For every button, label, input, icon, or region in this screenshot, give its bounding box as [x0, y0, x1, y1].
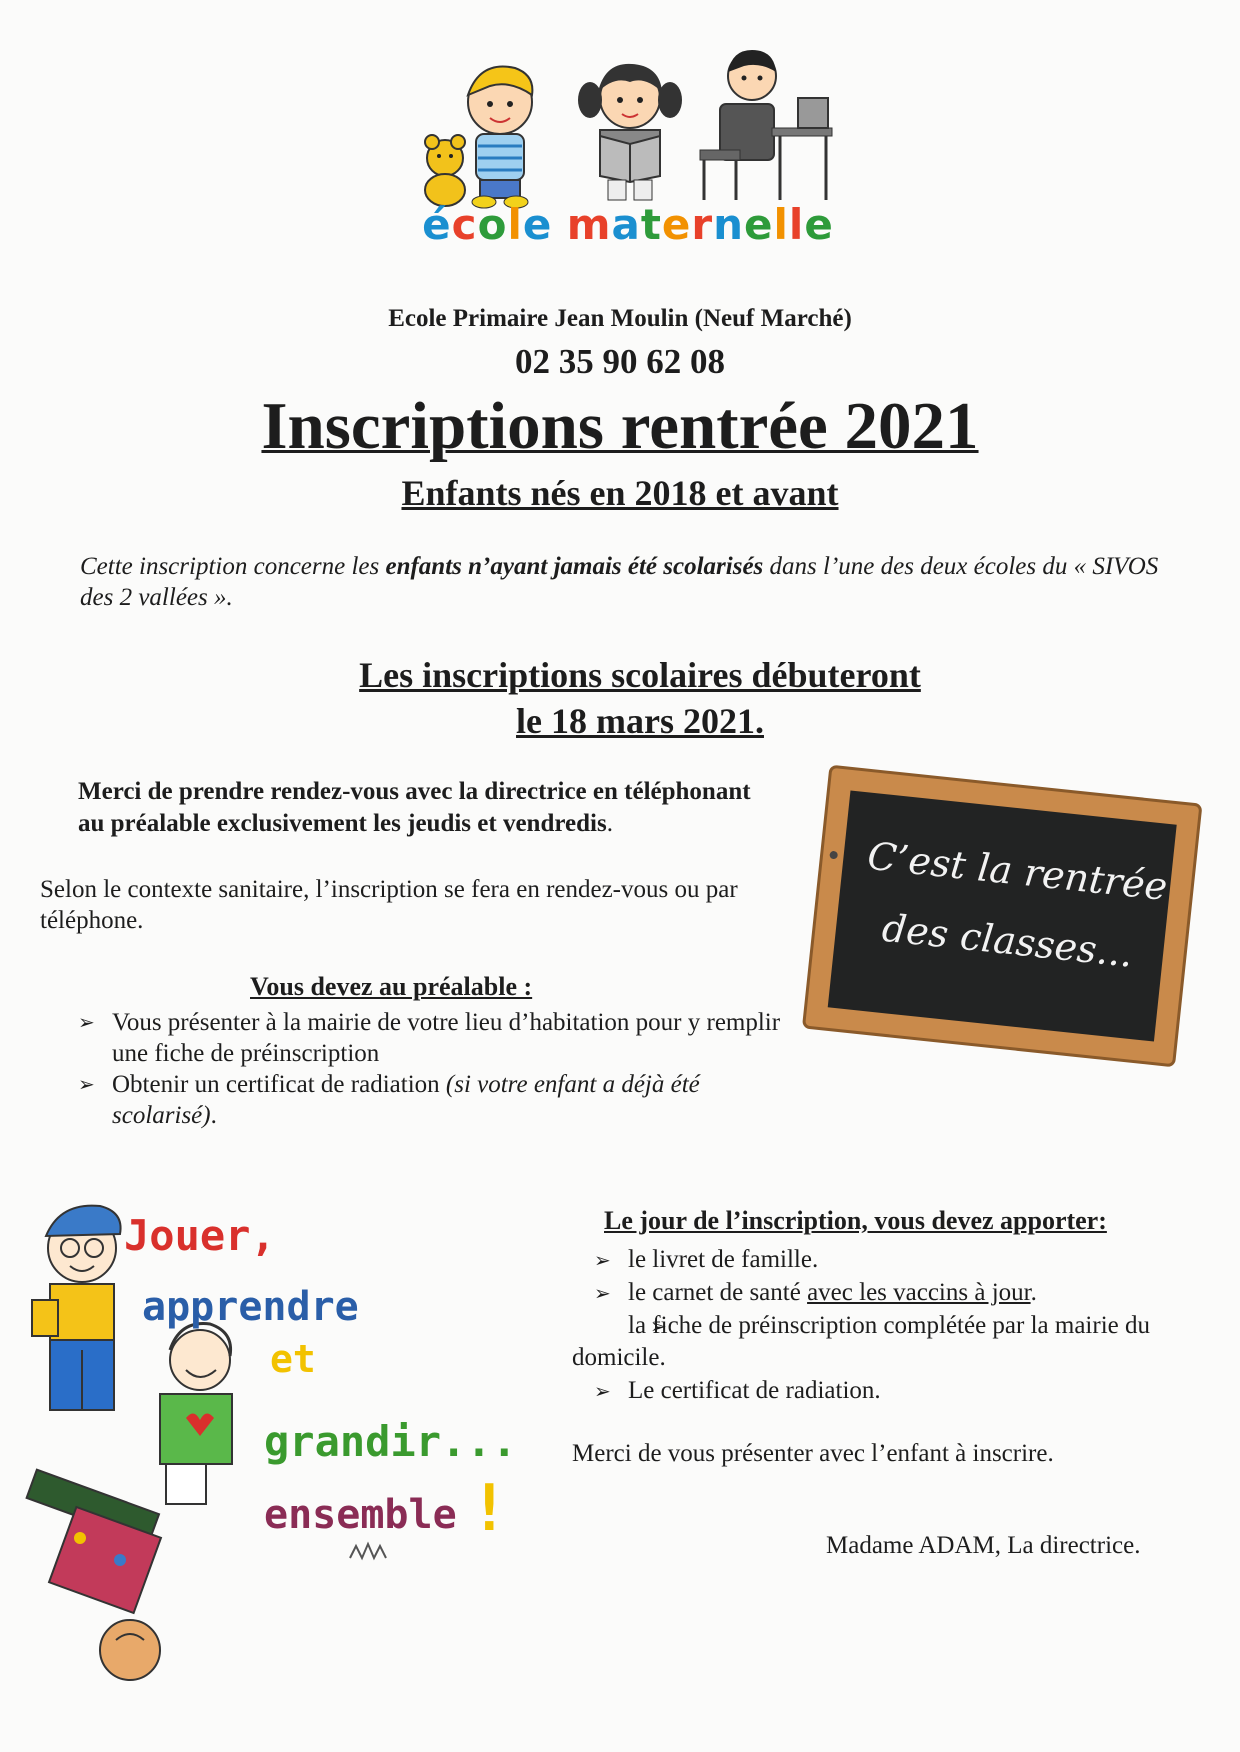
school-name: Ecole Primaire Jean Moulin (Neuf Marché) [388, 305, 852, 332]
prerequisites-title: Vous devez au préalable : [250, 972, 533, 1001]
upside-down-kid-icon [27, 1470, 161, 1680]
bring-list [572, 1244, 1212, 1408]
closing-thanks: Merci de vous présenter avec l’enfant à inscrire. [572, 1440, 1054, 1467]
playful-kids-illustration [20, 1190, 560, 1710]
phone-number: 02 35 90 62 08 [515, 342, 725, 381]
fun-word-jouer: Jouer, [124, 1211, 276, 1260]
girl-reading-icon [578, 64, 682, 200]
main-title: Inscriptions rentrée 2021 [261, 389, 979, 463]
logo-text: école maternelle [422, 200, 834, 249]
chalk-line1: C’est la rentrée [865, 833, 1170, 909]
list-item: ➢ la fiche de préinscription complétée par la mairie du domicile. [572, 1310, 1212, 1374]
list-item: ➢ le carnet de santé avec les vaccins à jour. [572, 1277, 1212, 1309]
bring-title: Le jour de l’inscription, vous devez apporter: [604, 1206, 1107, 1235]
kid-with-cap-icon [32, 1206, 121, 1410]
fun-word-grandir: grandir... [264, 1417, 517, 1466]
list-item: ➢ Le certificat de radiation. [572, 1375, 1212, 1407]
chalk-line2: des classes... [880, 905, 1135, 976]
intro-bold: enfants n’ayant jamais été scolarisés [385, 553, 764, 580]
intro-paragraph: Cette inscription concerne les enfants n’ayant jamais été scolarisés dans l’une des deux écoles du « SIVOS des 2 vallées ». [80, 553, 1159, 611]
fun-word-apprendre: apprendre [142, 1284, 359, 1330]
kids-illustration [400, 40, 860, 210]
teddy-bear-icon [425, 135, 465, 206]
sanitary-text: Selon le contexte sanitaire, l’inscription se fera en rendez-vous ou par téléphone. [40, 876, 738, 934]
fun-word-et: et [270, 1337, 316, 1381]
list-item: ➢ Obtenir un certificat de radiation (si votre enfant a déjà été scolarisé). [78, 1069, 788, 1131]
appointment-text: Merci de prendre rendez-vous avec la directrice en téléphonant au préalable exclusivement les jeudis et vendredis. [78, 778, 751, 837]
list-item: ➢ le livret de famille. [572, 1244, 1212, 1276]
fun-word-ensemble: ensemble [264, 1492, 457, 1538]
blonde-boy-icon [468, 67, 532, 208]
list-item: ➢ Vous présenter à la mairie de votre lieu d’habitation pour y remplir une fiche de préinscription [78, 1007, 788, 1069]
subtitle: Enfants nés en 2018 et avant [401, 473, 839, 513]
fun-exclamation: ! [470, 1472, 509, 1546]
signature: Madame ADAM, La directrice. [826, 1532, 1141, 1559]
start-heading-line1: Les inscriptions scolaires débuteront [359, 655, 921, 695]
grass-icon [350, 1544, 386, 1558]
start-heading-line2: le 18 mars 2021. [516, 701, 764, 741]
chalkboard-image [792, 753, 1212, 1083]
boy-at-computer-icon [700, 50, 832, 200]
girl-green-dress-icon [160, 1324, 232, 1504]
prerequisites-list [78, 1007, 788, 1131]
